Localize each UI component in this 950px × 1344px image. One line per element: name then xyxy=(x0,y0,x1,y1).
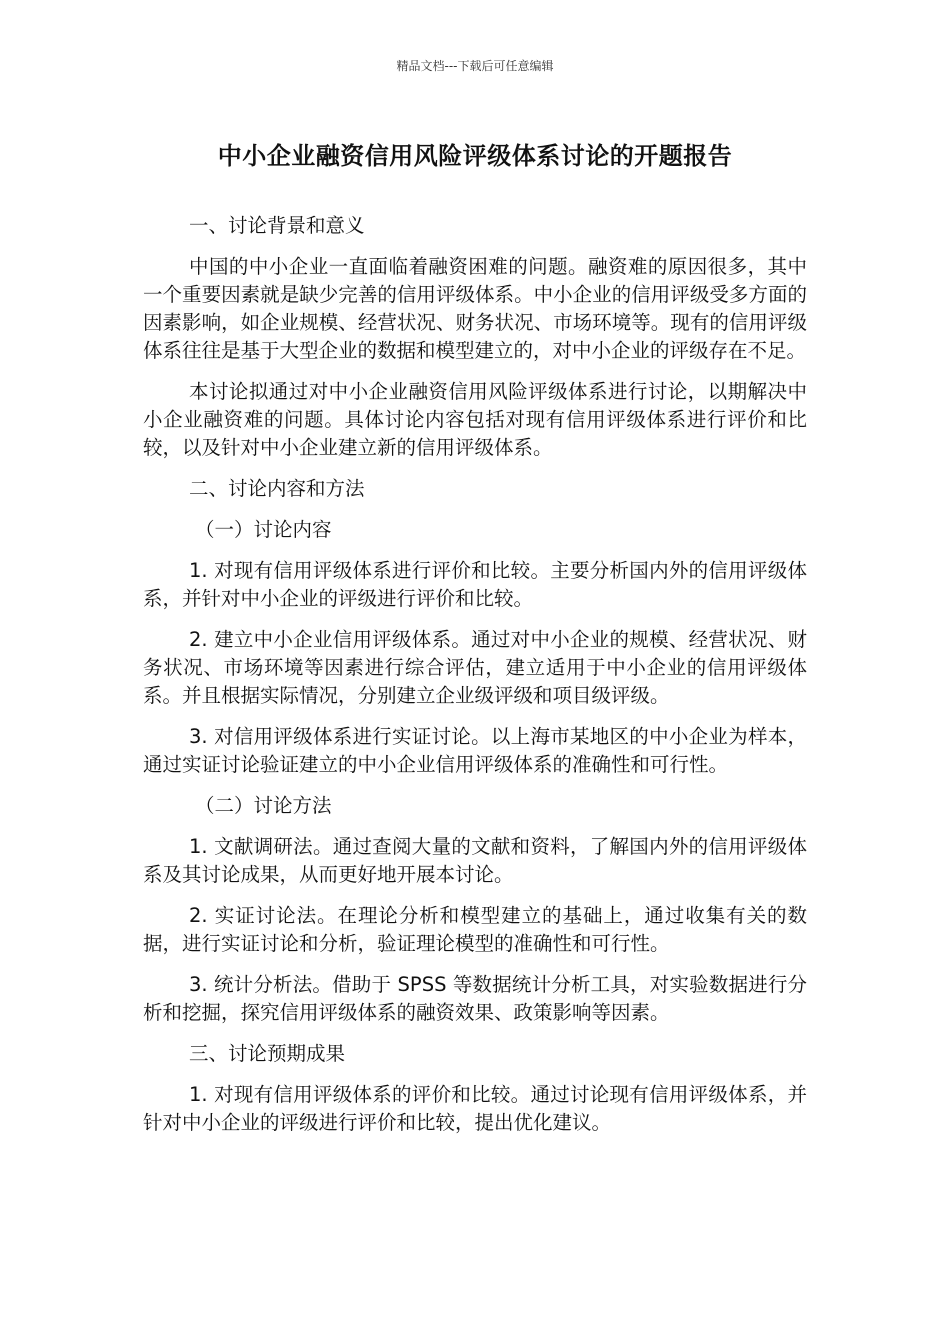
document-title: 中小企业融资信用风险评级体系讨论的开题报告 xyxy=(217,142,733,170)
section-3-heading: 三、讨论预期成果 xyxy=(189,1042,346,1065)
section-2-heading: 二、讨论内容和方法 xyxy=(189,477,365,500)
content-item-2: 2. 建立中小企业信用评级体系。通过对中小企业的规模、经营状况、财务状况、市场环境等因素进行综合评估，建立适用于中小企业的信用评级体系。并且根据实际情况，分别建立企业级评级和项目级评级。 xyxy=(143,628,807,707)
method-item-1: 1. 文献调研法。通过查阅大量的文献和资料，了解国内外的信用评级体系及其讨论成果，从而更好地开展本讨论。 xyxy=(143,835,807,886)
method-item-2: 2. 实证讨论法。在理论分析和模型建立的基础上，通过收集有关的数据，进行实证讨论和分析，验证理论模型的准确性和可行性。 xyxy=(143,904,807,955)
content-item-1: 1. 对现有信用评级体系进行评价和比较。主要分析国内外的信用评级体系，并针对中小企业的评级进行评价和比较。 xyxy=(143,559,807,610)
section-2-subheading-methods: （二）讨论方法 xyxy=(195,794,332,817)
section-2-subheading-content: （一）讨论内容 xyxy=(195,518,332,541)
section-1-paragraph-1: 中国的中小企业一直面临着融资困难的问题。融资难的原因很多，其中一个重要因素就是缺少完善的信用评级体系。中小企业的信用评级受多方面的因素影响，如企业规模、经营状况、财务状况、市场环境等。现有的信用评级体系往往是基于大型企业的数据和模型建立的，对中小企业的评级存在不足。 xyxy=(143,255,807,362)
section-1-paragraph-2: 本讨论拟通过对中小企业融资信用风险评级体系进行讨论，以期解决中小企业融资难的问题。具体讨论内容包括对现有信用评级体系进行评价和比较，以及针对中小企业建立新的信用评级体系。 xyxy=(143,380,807,459)
section-1-heading: 一、讨论背景和意义 xyxy=(189,214,365,237)
document-body xyxy=(143,212,807,1150)
result-item-1: 1. 对现有信用评级体系的评价和比较。通过讨论现有信用评级体系，并针对中小企业的评级进行评价和比较，提出优化建议。 xyxy=(143,1083,807,1134)
content-item-3: 3. 对信用评级体系进行实证讨论。以上海市某地区的中小企业为样本，通过实证讨论验证建立的中小企业信用评级体系的准确性和可行性。 xyxy=(143,725,807,776)
method-item-3: 3. 统计分析法。借助于 SPSS 等数据统计分析工具，对实验数据进行分析和挖掘，探究信用评级体系的融资效果、政策影响等因素。 xyxy=(143,973,807,1024)
page-header: 精品文档---下载后可任意编辑 xyxy=(396,59,554,73)
